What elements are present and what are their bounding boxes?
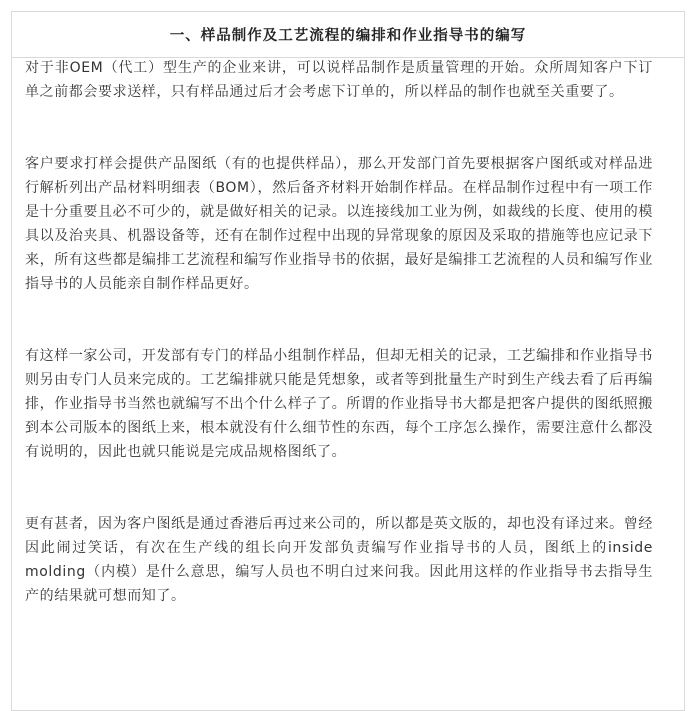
article-body xyxy=(25,56,653,656)
section-title: 一、样品制作及工艺流程的编排和作业指导书的编写 xyxy=(12,12,684,58)
paragraph-1: 对于非OEM（代工）型生产的企业来讲，可以说样品制作是质量管理的开始。众所周知客户下订单之前都会要求送样，只有样品通过后才会考虑下订单的，所以样品的制作也就至关重要了。 xyxy=(25,60,653,100)
paragraph-3: 有这样一家公司，开发部有专门的样品小组制作样品，但却无相关的记录，工艺编排和作业指导书则另由专门人员来完成的。工艺编排就只能是凭想象，或者等到批量生产时到生产线去看了后再编排，作业指导书当然也就编写不出个什么样子了。所谓的作业指导书大都是把客户提供的图纸照搬到本公司版本的图纸上来，根本就没有什么细节性的东西，每个工序怎么操作，需要注意什么都没有说明的，因此也就只能说是完成品规格图纸了。 xyxy=(25,348,653,460)
paragraph-4: 更有甚者，因为客户图纸是通过香港后再过来公司的，所以都是英文版的，却也没有译过来。曾经因此闹过笑话，有次在生产线的组长向开发部负责编写作业指导书的人员，图纸上的inside molding（内模）是什么意思，编写人员也不明白过来问我。因此用这样的作业指导书去指导生产的结果就可想而知了。 xyxy=(25,516,653,604)
paragraph-2: 客户要求打样会提供产品图纸（有的也提供样品），那么开发部门首先要根据客户图纸或对样品进行解析列出产品材料明细表（BOM），然后备齐材料开始制作样品。在样品制作过程中有一项工作是十分重要且必不可少的，就是做好相关的记录。以连接线加工业为例，如裁线的长度、使用的模具以及治夹具、机器设备等，还有在制作过程中出现的异常现象的原因及采取的措施等也应记录下来，所有这些都是编排工艺流程和编写作业指导书的依据，最好是编排工艺流程的人员和编写作业指导书的人员能亲自制作样品更好。 xyxy=(25,156,653,292)
